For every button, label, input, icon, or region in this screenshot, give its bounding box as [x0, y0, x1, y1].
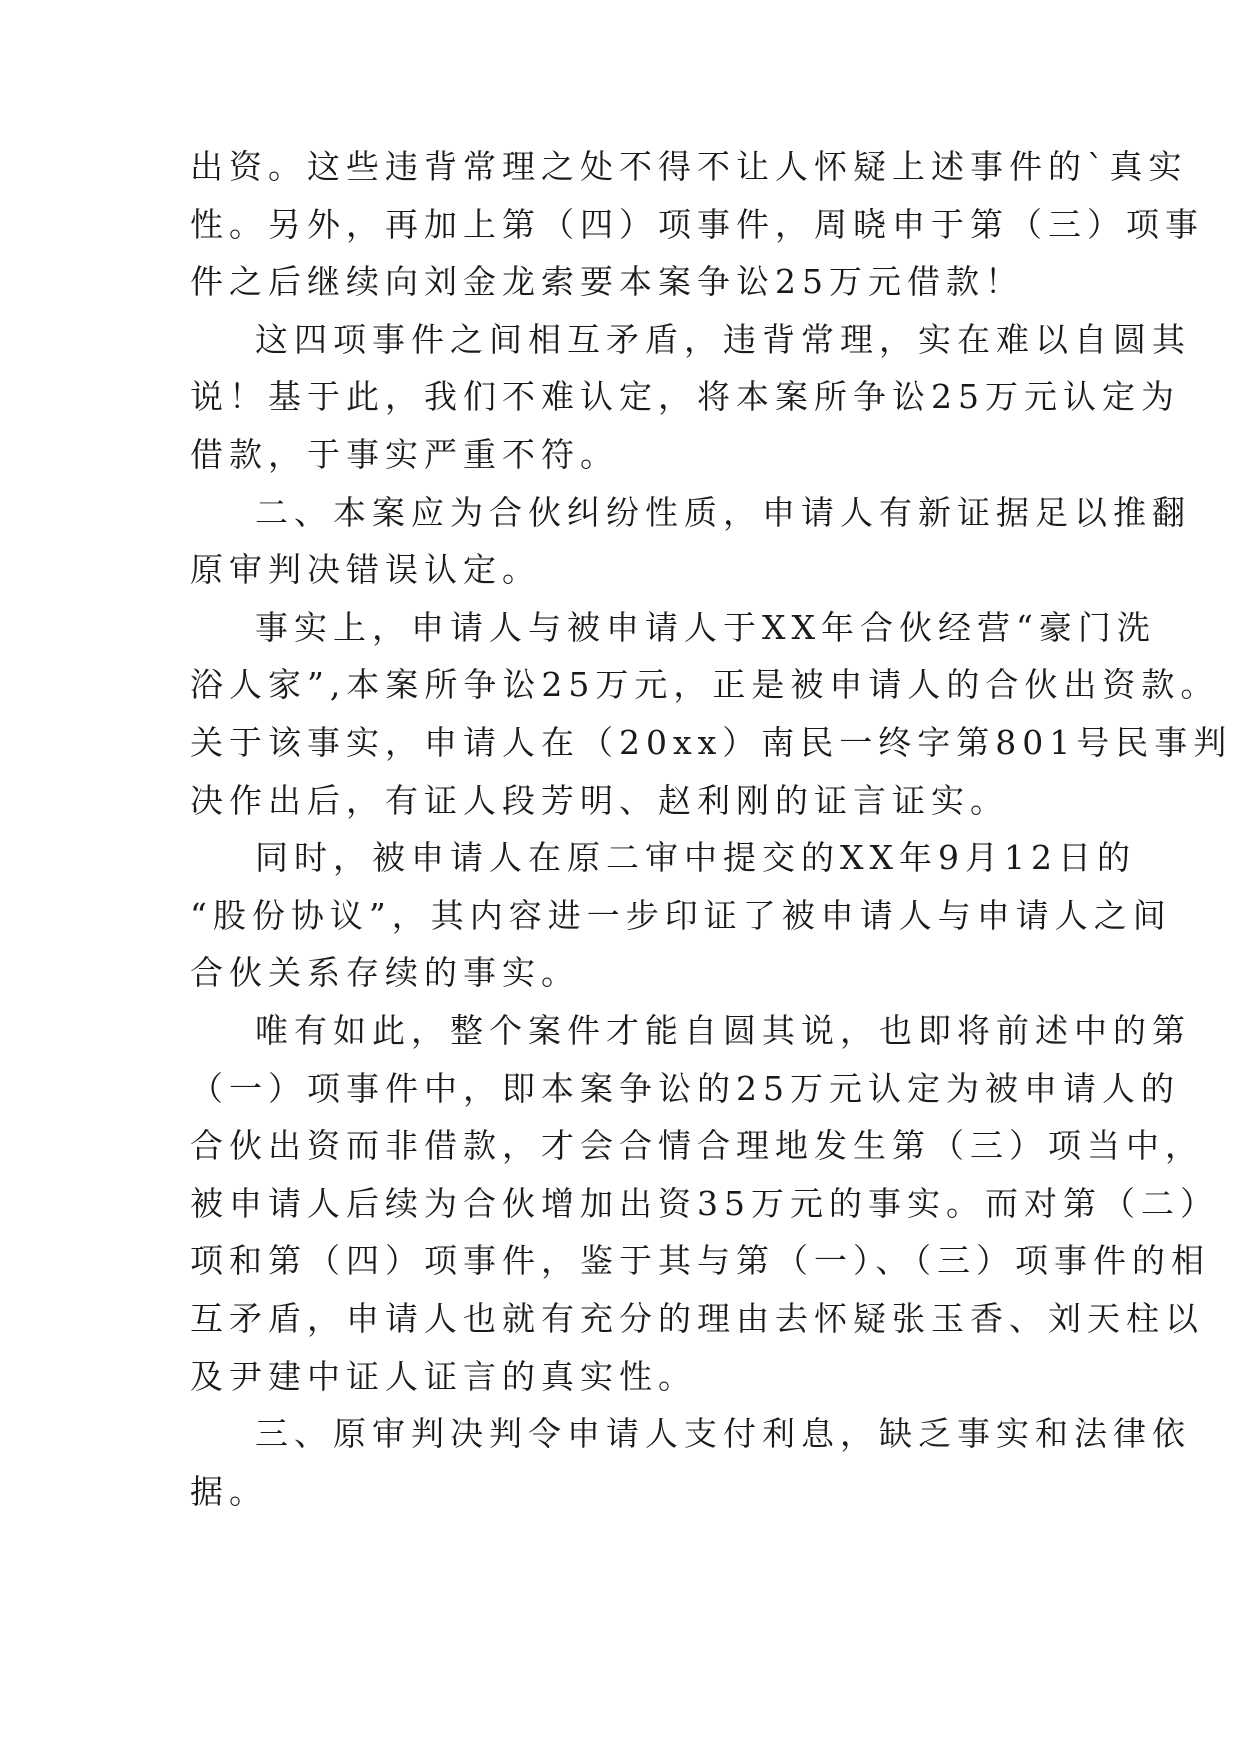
text-line: 浴人家”,本案所争讼25万元，正是被申请人的合伙出资款。: [190, 665, 1220, 705]
text-line: 唯有如此，整个案件才能自圆其说，也即将前述中的第: [255, 1011, 1191, 1050]
text-line: 出资。这些违背常理之处不得不让人怀疑上述事件的`真实: [190, 147, 1188, 186]
text-line: 关于该事实，申请人在（20xx）南民一终字第801号民事判: [190, 723, 1233, 762]
text-line: 互矛盾，申请人也就有充分的理由去怀疑张玉香、刘天柱以: [190, 1299, 1204, 1338]
text-line: 二、本案应为合伙纠纷性质，申请人有新证据足以推翻: [255, 492, 1191, 532]
text-line: 借款，于事实严重不符。: [190, 435, 619, 474]
text-line: 三、原审判决判令申请人支付利息，缺乏事实和法律依: [255, 1414, 1191, 1454]
text-line: 被申请人后续为合伙增加出资35万元的事实。而对第（二）: [190, 1183, 1219, 1223]
text-line: 性。另外，再加上第（四）项事件，周晓申于第（三）项事: [190, 204, 1204, 244]
text-line: 事实上，申请人与被申请人于XX年合伙经营“豪门洗: [255, 607, 1156, 647]
text-line: 件之后继续向刘金龙索要本案争讼25万元借款！: [190, 262, 1024, 302]
text-line: 决作出后，有证人段芳明、赵利刚的证言证实。: [190, 780, 1009, 820]
text-line: （一）项事件中，即本案争讼的25万元认定为被申请人的: [190, 1068, 1180, 1108]
text-line: 合伙关系存续的事实。: [190, 953, 580, 993]
text-line: 同时，被申请人在原二审中提交的XX年9月12日的: [255, 838, 1136, 878]
text-line: 据。: [190, 1471, 268, 1511]
text-line: 原审判决错误认定。: [190, 550, 541, 590]
text-line: 及尹建中证人证言的真实性。: [190, 1356, 697, 1396]
text-line: “股份协议”，其内容进一步印证了被申请人与申请人之间: [190, 895, 1172, 935]
text-line: 这四项事件之间相互矛盾，违背常理，实在难以自圆其: [255, 319, 1191, 359]
text-line: 合伙出资而非借款，才会合情合理地发生第（三）项当中，: [190, 1126, 1204, 1166]
text-line: 说！基于此，我们不难认定，将本案所争讼25万元认定为: [190, 377, 1180, 417]
text-line: 项和第（四）项事件，鉴于其与第（一）、（三）项事件的相: [190, 1241, 1210, 1281]
